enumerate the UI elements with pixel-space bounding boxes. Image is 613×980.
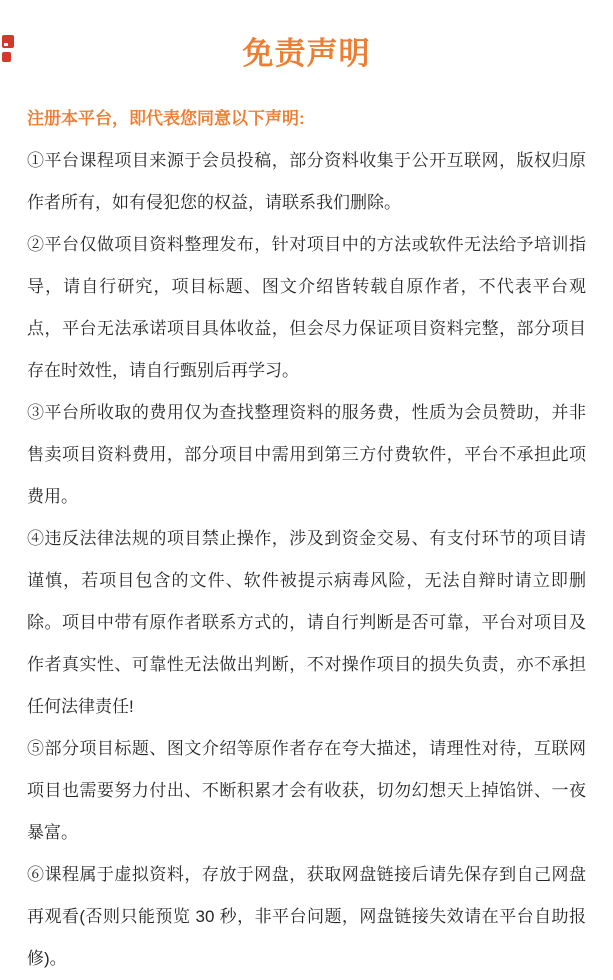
disclaimer-paragraph: ⑤部分项目标题、图文介绍等原作者存在夸大描述，请理性对待，互联网项目也需要努力付出、不断积累才会有收获，切勿幻想天上掉馅饼、一夜暴富。: [27, 739, 586, 842]
page-title: 免责声明: [242, 36, 371, 71]
disclaimer-paragraph: ①平台课程项目来源于会员投稿，部分资料收集于公开互联网，版权归原作者所有，如有侵犯您的权益，请联系我们删除。: [27, 151, 586, 212]
disclaimer-paragraph: ③平台所收取的费用仅为查找整理资料的服务费，性质为会员赞助，并非售卖项目资料费用，部分项目中需用到第三方付费软件，平台不承担此项费用。: [27, 403, 586, 506]
disclaimer-page: [0, 32, 613, 968]
broken-image-icon: [2, 35, 14, 48]
disclaimer-paragraph: ④违反法律法规的项目禁止操作，涉及到资金交易、有支付环节的项目请谨慎，若项目包含的文件、软件被提示病毒风险，无法自辩时请立即删除。项目中带有原作者联系方式的，请自行判断是否可靠，平台对项目及作者真实性、可靠性无法做出判断，不对操作项目的损失负责，亦不承担任何法律责任!: [27, 529, 586, 716]
corner-marks: [2, 35, 16, 62]
broken-image-icon: [2, 52, 11, 62]
disclaimer-content: [27, 98, 586, 980]
disclaimer-paragraph: ⑥课程属于虚拟资料，存放于网盘，获取网盘链接后请先保存到自己网盘再观看(否则只能预览 30 秒，非平台问题，网盘链接失效请在平台自助报修)。: [27, 865, 586, 968]
disclaimer-paragraph: ②平台仅做项目资料整理发布，针对项目中的方法或软件无法给予培训指导，请自行研究，项目标题、图文介绍皆转载自原作者，不代表平台观点，平台无法承诺项目具体收益，但会尽力保证项目资料完整，部分项目存在时效性，请自行甄别后再学习。: [27, 235, 586, 380]
intro-statement: 注册本平台，即代表您同意以下声明:: [27, 109, 305, 128]
